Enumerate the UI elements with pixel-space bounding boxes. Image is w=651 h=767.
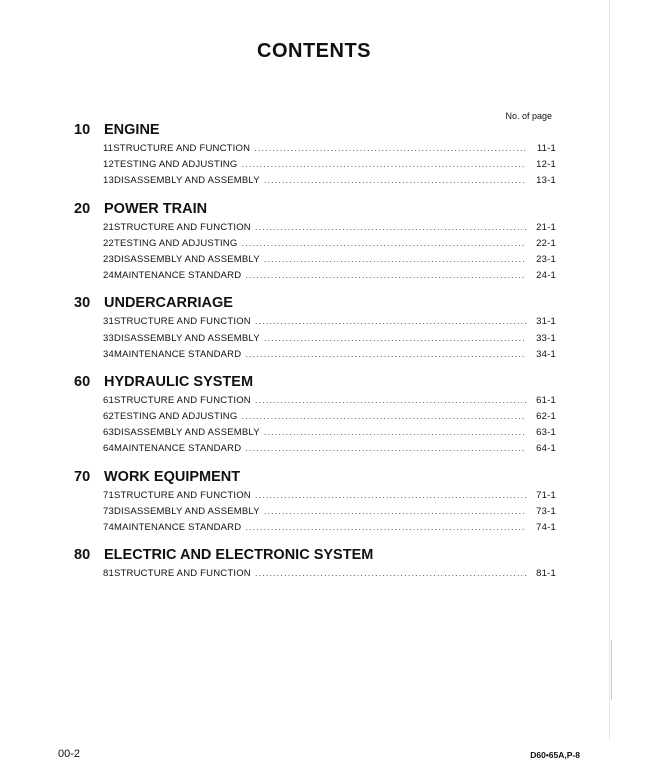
toc-entry [74, 252, 556, 268]
entry-number: 74 [103, 522, 114, 533]
entry-page-number: 21-1 [536, 221, 556, 233]
footer-model-code: D60•65A,P-8 [530, 750, 580, 760]
page-title: CONTENTS [257, 40, 371, 62]
entry-name: MAINTENANCE STANDARD [113, 443, 242, 455]
entry-name: STRUCTURE AND FUNCTION [113, 568, 251, 580]
section-number: 80 [74, 547, 91, 564]
entry-number: 21 [103, 221, 114, 233]
entry-name: TESTING AND ADJUSTING [113, 411, 238, 423]
dot-leader [264, 425, 526, 441]
toc-entry [74, 425, 556, 441]
entry-page-number: 81-1 [536, 568, 556, 580]
entry-page-number: 34-1 [536, 348, 556, 360]
entry-page-number: 74-1 [536, 522, 556, 533]
section-heading [74, 199, 556, 220]
entry-number: 23 [103, 253, 114, 265]
entry-name: DISASSEMBLY AND ASSEMBLY [113, 175, 260, 187]
entry-number: 11 [103, 143, 114, 154]
entry-name: DISASSEMBLY AND ASSEMBLY [113, 332, 260, 344]
dot-leader [245, 268, 526, 284]
toc-section [74, 293, 556, 363]
entry-name: STRUCTURE AND FUNCTION [113, 316, 251, 328]
entry-page-number: 61-1 [536, 394, 556, 406]
entry-number: 62 [103, 411, 114, 423]
entry-number: 71 [103, 489, 114, 501]
toc-entry [74, 520, 556, 536]
toc-section [74, 467, 556, 537]
toc-section [74, 372, 556, 458]
toc-entry [74, 393, 556, 409]
toc-entry [74, 157, 556, 173]
toc-entry [74, 566, 556, 582]
toc-section [74, 545, 556, 582]
entry-page-number: 31-1 [536, 316, 556, 328]
entry-number: 12 [103, 159, 114, 171]
entry-number: 24 [103, 270, 114, 282]
entry-page-number: 23-1 [536, 253, 556, 265]
toc-entry [74, 488, 556, 504]
entry-name: STRUCTURE AND FUNCTION [113, 221, 251, 233]
section-heading [74, 372, 556, 393]
entry-page-number: 13-1 [536, 175, 556, 187]
section-title: POWER TRAIN [104, 200, 208, 217]
entry-number: 73 [103, 505, 114, 517]
entry-name: MAINTENANCE STANDARD [113, 270, 242, 282]
section-title: ELECTRIC AND ELECTRONIC SYSTEM [104, 547, 374, 564]
entry-page-number: 71-1 [536, 489, 556, 501]
entry-page-number: 64-1 [536, 443, 556, 455]
section-heading [74, 293, 556, 314]
page-edge-shadow [609, 0, 610, 740]
entry-page-number: 22-1 [536, 237, 556, 249]
section-number: 70 [74, 468, 91, 485]
section-number: 20 [74, 200, 91, 217]
entry-page-number: 73-1 [536, 505, 556, 517]
section-number: 60 [74, 373, 91, 390]
dot-leader [245, 441, 526, 457]
toc-entry [74, 331, 556, 347]
entry-number: 33 [103, 332, 114, 344]
entry-name: STRUCTURE AND FUNCTION [113, 143, 251, 154]
dot-leader [255, 393, 526, 409]
dot-leader [264, 252, 526, 268]
toc-entry [74, 314, 556, 330]
entry-name: STRUCTURE AND FUNCTION [113, 394, 251, 406]
entry-name: DISASSEMBLY AND ASSEMBLY [113, 505, 260, 517]
entry-name: DISASSEMBLY AND ASSEMBLY [113, 427, 260, 439]
dot-leader [255, 488, 526, 504]
toc-entry [74, 441, 556, 457]
entry-number: 64 [103, 443, 114, 455]
toc-entry [74, 347, 556, 363]
dot-leader [264, 173, 526, 189]
entry-name: TESTING AND ADJUSTING [113, 159, 238, 171]
section-title: ENGINE [104, 122, 160, 138]
dot-leader [264, 504, 526, 520]
entry-name: MAINTENANCE STANDARD [113, 522, 242, 533]
entry-page-number: 24-1 [536, 270, 556, 282]
section-title: HYDRAULIC SYSTEM [104, 373, 254, 390]
section-heading [74, 467, 556, 488]
entry-page-number: 11-1 [536, 143, 556, 154]
entry-page-number: 62-1 [536, 411, 556, 423]
dot-leader [241, 409, 526, 425]
section-title: WORK EQUIPMENT [104, 468, 241, 485]
page-number-column-header: No. of page [505, 111, 552, 121]
toc-entry [74, 268, 556, 284]
entry-name: MAINTENANCE STANDARD [113, 348, 242, 360]
entry-number: 63 [103, 427, 114, 439]
dot-leader [255, 566, 526, 582]
entry-page-number: 33-1 [536, 332, 556, 344]
dot-leader [245, 347, 526, 363]
entry-page-number: 63-1 [536, 427, 556, 439]
toc-entry [74, 504, 556, 520]
dot-leader [241, 236, 526, 252]
section-title: UNDERCARRIAGE [104, 295, 233, 312]
section-heading [74, 545, 556, 566]
toc-entry [74, 173, 556, 189]
dot-leader [254, 141, 526, 157]
table-of-contents [74, 120, 556, 591]
dot-leader [245, 520, 526, 536]
entry-number: 81 [103, 568, 114, 580]
entry-name: TESTING AND ADJUSTING [113, 237, 238, 249]
toc-entry [74, 409, 556, 425]
section-number: 30 [74, 295, 91, 312]
entry-number: 13 [103, 175, 114, 187]
entry-page-number: 12-1 [536, 159, 556, 171]
toc-section [74, 199, 556, 285]
section-number: 10 [74, 122, 91, 138]
entry-number: 61 [103, 394, 114, 406]
footer-page-number: 00-2 [58, 748, 81, 760]
dot-leader [255, 314, 526, 330]
entry-name: DISASSEMBLY AND ASSEMBLY [113, 253, 260, 265]
entry-number: 31 [103, 316, 114, 328]
toc-entry [74, 236, 556, 252]
entry-number: 22 [103, 237, 114, 249]
dot-leader [255, 220, 526, 236]
toc-entry [74, 141, 556, 157]
section-heading [74, 120, 556, 141]
toc-entry [74, 220, 556, 236]
dot-leader [241, 157, 526, 173]
page-edge-mark [611, 640, 612, 700]
entry-number: 34 [103, 348, 114, 360]
entry-name: STRUCTURE AND FUNCTION [113, 489, 251, 501]
toc-section [74, 120, 556, 190]
dot-leader [264, 331, 526, 347]
